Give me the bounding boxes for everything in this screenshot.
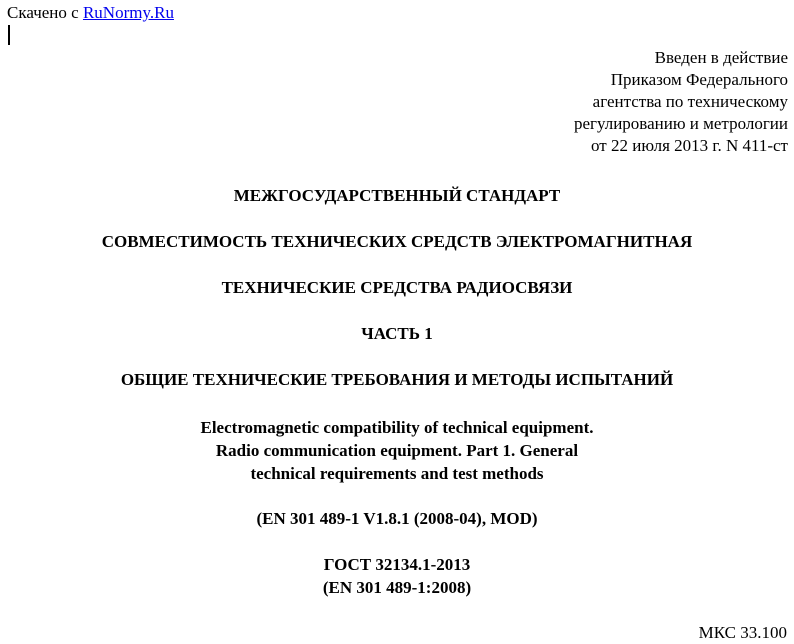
text-cursor bbox=[8, 25, 10, 45]
title-heading-1: СОВМЕСТИМОСТЬ ТЕХНИЧЕСКИХ СРЕДСТВ ЭЛЕКТРОМАГНИТНАЯ bbox=[101, 232, 693, 251]
english-title-line: technical requirements and test methods bbox=[250, 464, 544, 483]
enactment-line: Приказом Федерального bbox=[610, 70, 788, 89]
enactment-line: регулированию и метрологии bbox=[573, 114, 788, 133]
gost-designation bbox=[0, 553, 794, 599]
title-heading-3: ОБЩИЕ ТЕХНИЧЕСКИЕ ТРЕБОВАНИЯ И МЕТОДЫ ИСПЫТАНИЙ bbox=[120, 370, 674, 389]
source-line bbox=[7, 3, 174, 23]
part-heading: ЧАСТЬ 1 bbox=[361, 324, 433, 343]
enactment-line: Введен в действие bbox=[654, 48, 788, 67]
english-title-line: Electromagnetic compatibility of technical equipment. bbox=[200, 418, 594, 437]
runormy-link[interactable]: RuNormy.Ru bbox=[82, 3, 174, 22]
enactment-note bbox=[574, 47, 788, 157]
gost-equivalent: (EN 301 489-1:2008) bbox=[322, 578, 472, 597]
title-heading-2: ТЕХНИЧЕСКИЕ СРЕДСТВА РАДИОСВЯЗИ bbox=[221, 278, 573, 297]
enactment-line: от 22 июля 2013 г. N 411-ст bbox=[591, 136, 788, 155]
english-title-line: Radio communication equipment. Part 1. General bbox=[215, 441, 579, 460]
enactment-line: агентства по техническому bbox=[592, 92, 788, 111]
en-reference: (EN 301 489-1 V1.8.1 (2008-04), MOD) bbox=[256, 509, 538, 528]
mks-code: МКС 33.100 bbox=[698, 623, 787, 642]
standard-type-heading: МЕЖГОСУДАРСТВЕННЫЙ СТАНДАРТ bbox=[233, 186, 561, 205]
source-prefix: Скачено с bbox=[7, 3, 83, 22]
gost-number: ГОСТ 32134.1-2013 bbox=[323, 555, 471, 574]
english-title bbox=[0, 416, 794, 485]
